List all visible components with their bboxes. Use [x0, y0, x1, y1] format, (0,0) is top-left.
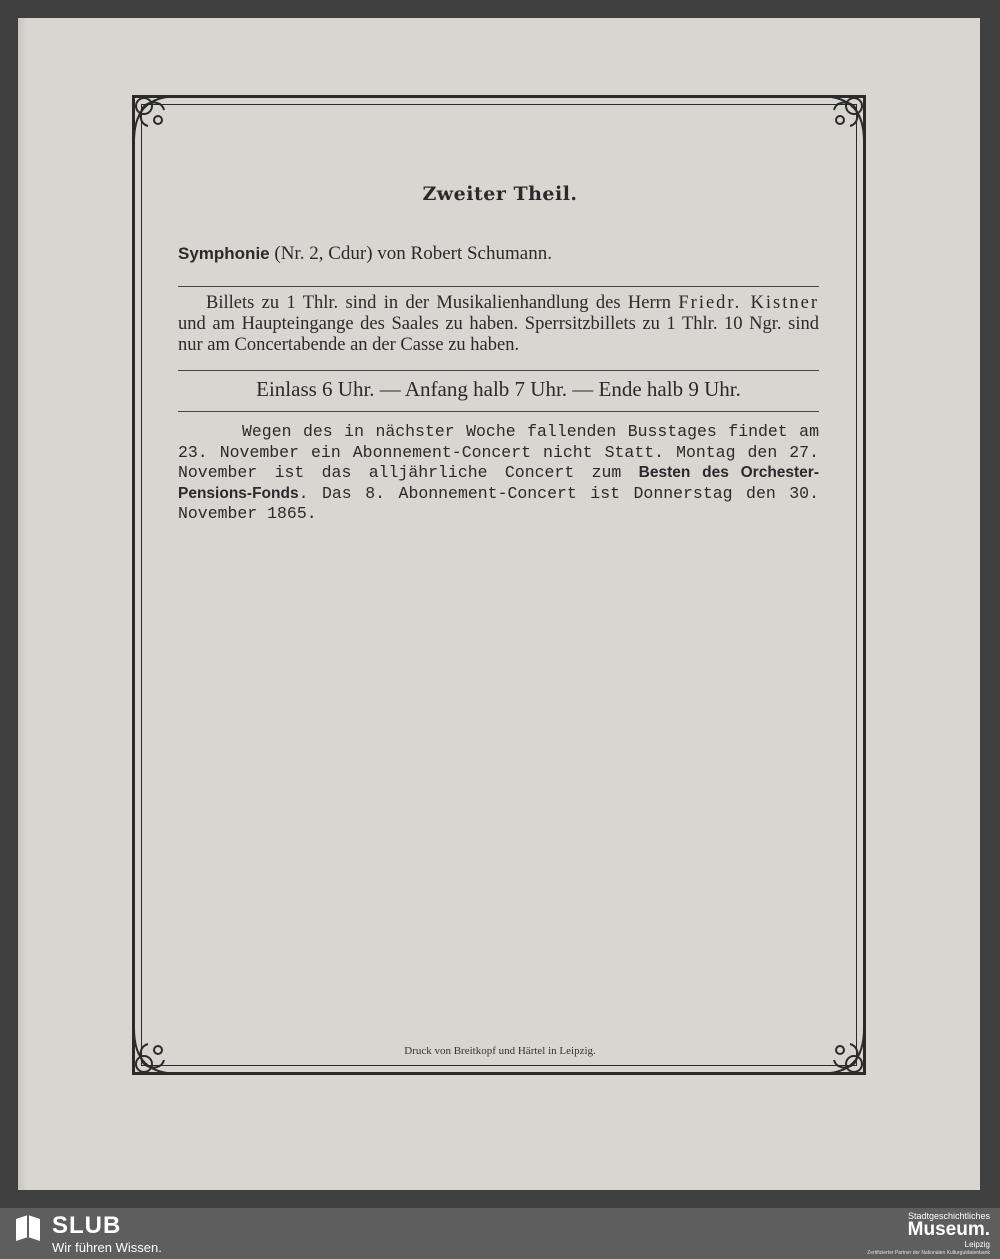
ticket-seller-name: Friedr. Kistner — [678, 293, 819, 313]
symphony-title: Symphonie — [178, 244, 270, 263]
divider-rule — [178, 411, 819, 412]
divider-rule — [178, 286, 819, 287]
notice-fund-name: Besten des Orchester-Pensions-Fonds — [178, 464, 820, 502]
symphony-line — [178, 243, 838, 265]
corner-ornament-top-left-icon — [128, 90, 186, 148]
ticket-text-1: Billets zu 1 Thlr. sind in der Musikalienhandlung des Herrn — [206, 293, 679, 313]
museum-label-small: Stadtgeschichtliches — [907, 1211, 990, 1221]
page-edge — [18, 18, 26, 1190]
notice-text-1: Wegen des in nächster Woche fallenden Busstages findet am 23. November ein Abonnement-Concert nicht Statt. Montag den 27. November ist das alljährliche Concert zum — [178, 422, 819, 482]
museum-city: Leipzig — [964, 1240, 990, 1249]
printer-imprint: Druck von Breitkopf und Härtel in Leipzig. — [404, 1045, 596, 1057]
ticket-paragraph — [178, 293, 819, 356]
corner-ornament-top-right-icon — [812, 90, 870, 148]
slub-logo-icon[interactable] — [14, 1213, 42, 1243]
notice-text-2: . Das 8. Abonnement-Concert ist Donnerstag den 30. November 1865. — [178, 483, 819, 523]
divider-rule — [178, 370, 819, 371]
notice-paragraph — [178, 422, 819, 525]
slub-tagline: Wir führen Wissen. — [52, 1240, 162, 1255]
ticket-text-2: und am Haupteingange des Saales zu haben. Sperrsitzbillets zu 1 Thlr. 10 Ngr. sind nur am Concertabende an der Casse zu haben. — [178, 314, 819, 355]
museum-brand[interactable]: Museum. — [907, 1219, 990, 1240]
concert-times: Einlass 6 Uhr. — Anfang halb 7 Uhr. — Ende halb 9 Uhr. — [256, 377, 741, 401]
section-heading: Zweiter Theil. — [422, 183, 578, 205]
symphony-details: (Nr. 2, Cdur) von Robert Schumann. — [269, 243, 552, 264]
museum-certification: Zertifizierter Partner der Nationalen Kulturgutdatenbank — [867, 1250, 990, 1256]
slub-brand[interactable]: SLUB — [52, 1212, 122, 1239]
